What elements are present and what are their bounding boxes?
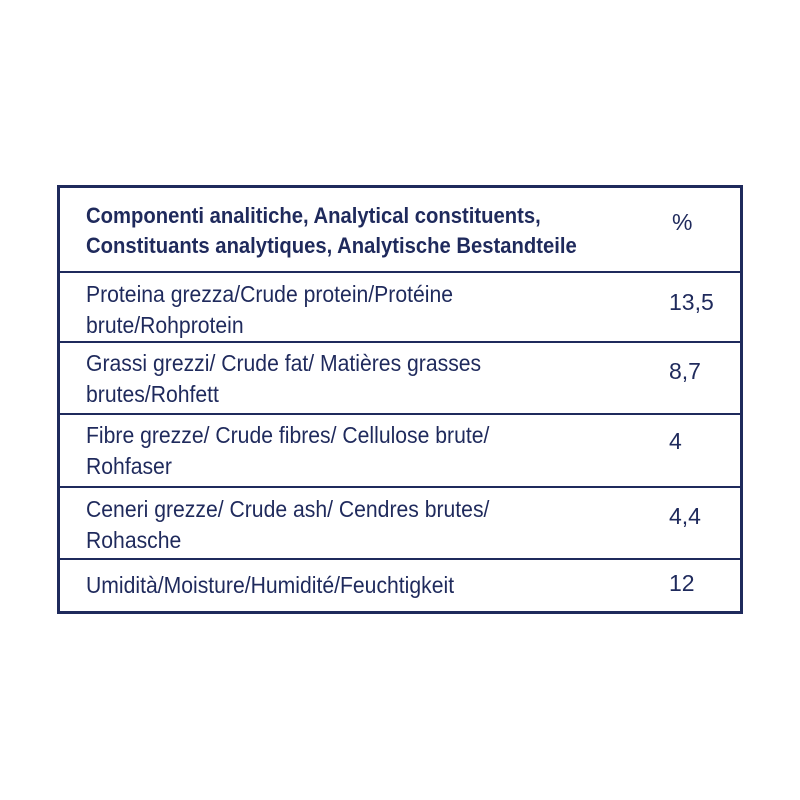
row-label-line-2: Rohasche bbox=[86, 527, 182, 553]
row-label bbox=[86, 279, 453, 341]
table-row bbox=[60, 271, 740, 341]
row-value: 13,5 bbox=[669, 289, 714, 315]
row-label-line-2: brutes/Rohfett bbox=[86, 381, 219, 407]
row-value: 4,4 bbox=[669, 503, 701, 529]
row-value: 4 bbox=[669, 428, 682, 454]
row-value: 12 bbox=[669, 570, 695, 596]
row-label bbox=[86, 420, 489, 482]
row-label-line-2: brute/Rohprotein bbox=[86, 312, 244, 338]
analytical-constituents-table bbox=[57, 185, 743, 614]
row-label bbox=[86, 570, 454, 601]
row-label-line-1: Proteina grezza/Crude protein/Protéine bbox=[86, 281, 453, 307]
row-label-line-2: Rohfaser bbox=[86, 453, 172, 479]
header-label-line-2: Constituants analytiques, Analytische Bestandteile bbox=[86, 233, 577, 258]
row-label bbox=[86, 494, 489, 556]
row-label bbox=[86, 348, 481, 410]
row-label-line-1: Fibre grezze/ Crude fibres/ Cellulose brute/ bbox=[86, 422, 490, 448]
table-header-row bbox=[60, 188, 740, 271]
row-label-line-1: Ceneri grezze/ Crude ash/ Cendres brutes/ bbox=[86, 496, 490, 522]
table-row bbox=[60, 341, 740, 413]
table-row bbox=[60, 558, 740, 611]
header-unit: % bbox=[672, 209, 693, 235]
table-row bbox=[60, 413, 740, 486]
row-value: 8,7 bbox=[669, 358, 701, 384]
header-label-line-1: Componenti analitiche, Analytical constituents, bbox=[86, 203, 541, 228]
header-label bbox=[86, 201, 577, 261]
row-label-line-1: Umidità/Moisture/Humidité/Feuchtigkeit bbox=[86, 572, 455, 598]
table-row bbox=[60, 486, 740, 558]
row-label-line-1: Grassi grezzi/ Crude fat/ Matières grasses bbox=[86, 350, 482, 376]
